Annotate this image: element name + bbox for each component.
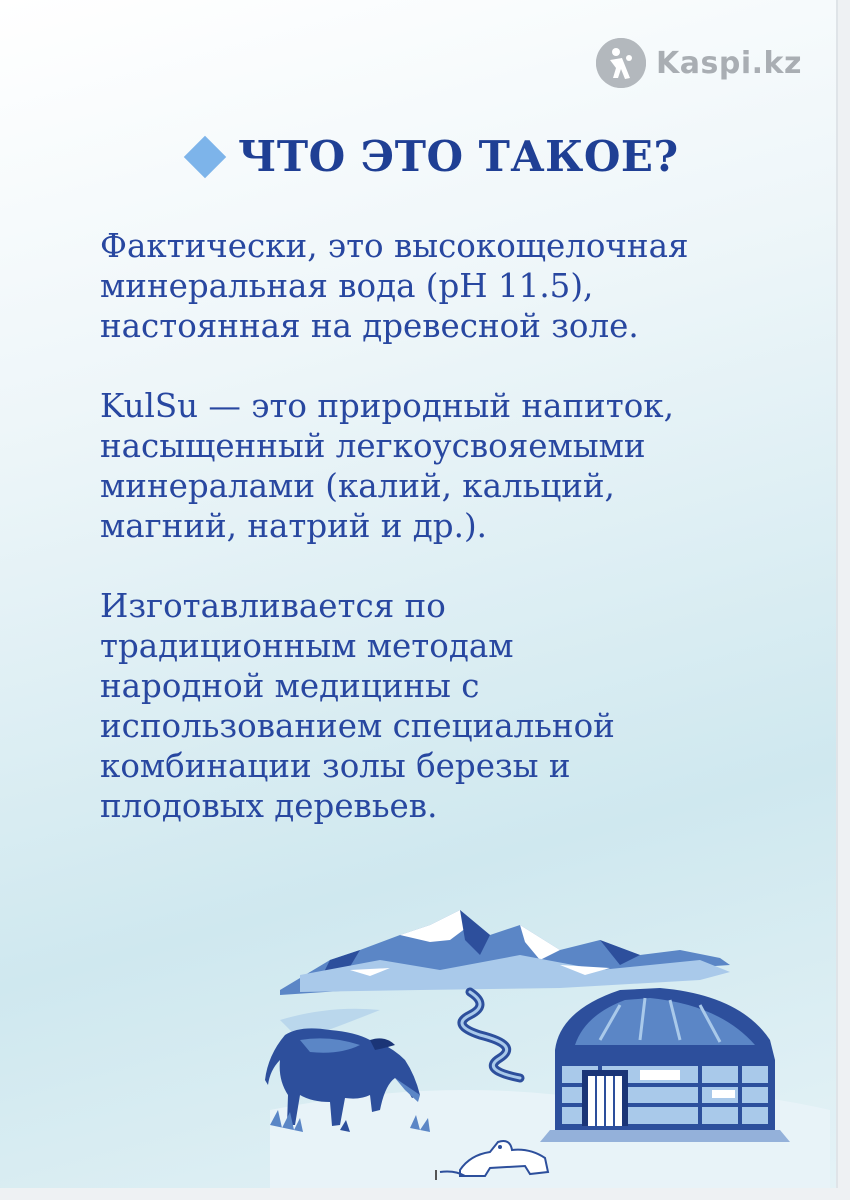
text-line: магний, натрий и др.). bbox=[100, 507, 487, 545]
text-line: минеральная вода (pH 11.5), bbox=[100, 267, 594, 305]
description-body bbox=[100, 226, 800, 866]
text-line: минералами (калий, кальций, bbox=[100, 467, 615, 505]
diamond-icon bbox=[184, 135, 226, 177]
text-line: Изготавливается по bbox=[100, 587, 446, 625]
river-illustration bbox=[462, 992, 520, 1078]
text-line: плодовых деревьев. bbox=[100, 787, 438, 825]
text-line: народной медицины с bbox=[100, 667, 480, 705]
mountains-illustration bbox=[280, 910, 730, 995]
text-line: настоянная на древесной золе. bbox=[100, 307, 639, 345]
kaspi-brand-text: Kaspi.kz bbox=[656, 45, 802, 81]
text-line: традиционным методам bbox=[100, 627, 514, 665]
text-line: KulSu — это природный напиток, bbox=[100, 387, 674, 425]
text-line: использованием специальной bbox=[100, 707, 615, 745]
steppe-illustration bbox=[0, 880, 836, 1188]
paragraph-2 bbox=[100, 386, 800, 546]
text-line: насыщенный легкоусвояемыми bbox=[100, 427, 646, 465]
page-title: ЧТО ЭТО ТАКОЕ? bbox=[238, 132, 679, 181]
yurt-illustration bbox=[540, 988, 790, 1142]
kaspi-logo-icon bbox=[596, 38, 646, 88]
kaspi-watermark bbox=[596, 38, 802, 88]
heading bbox=[190, 132, 679, 181]
text-line: Фактически, это высокощелочная bbox=[100, 227, 689, 265]
paragraph-3 bbox=[100, 586, 800, 826]
text-line: комбинации золы березы и bbox=[100, 747, 571, 785]
paragraph-1 bbox=[100, 226, 800, 346]
